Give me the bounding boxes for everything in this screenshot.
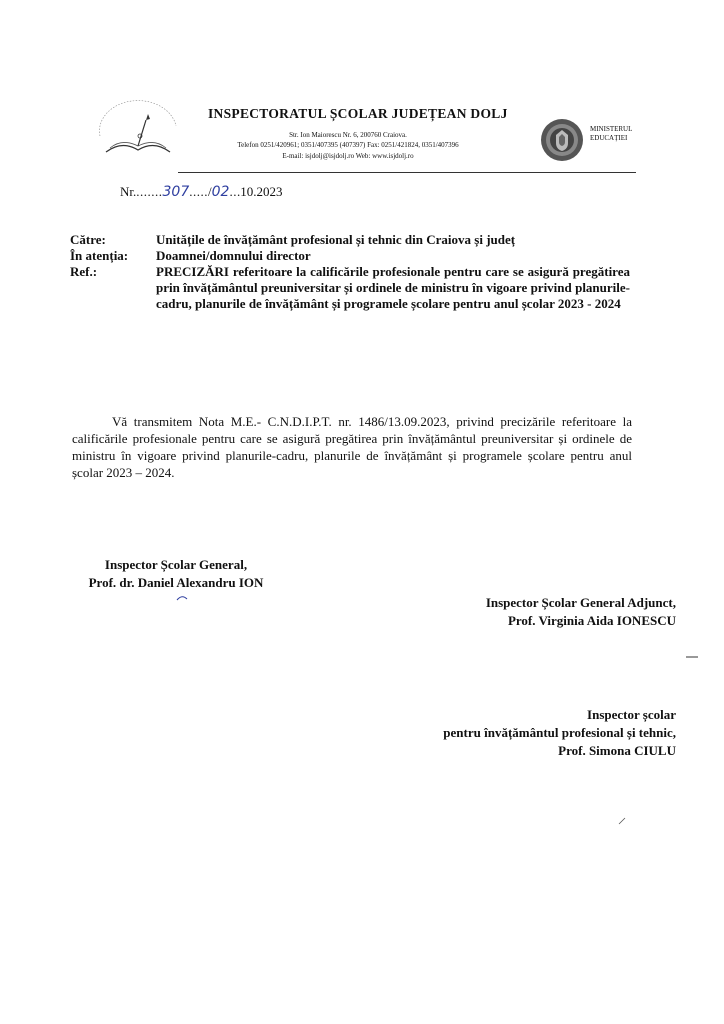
adjunct-title: Inspector Școlar General Adjunct, (485, 595, 676, 610)
tech-name: Prof. Simona CIULU (558, 743, 676, 758)
institution-phones: Telefon 0251/420961; 0351/407395 (407397) Fax: 0251/421824, 0351/407396 (237, 141, 459, 149)
attention-row (70, 248, 630, 264)
header-divider (178, 172, 636, 173)
registration-number: Nr........307...../02...10.2023 (120, 184, 283, 200)
tech-title-2: pentru învățământul profesional și tehnic, (443, 725, 676, 740)
signature-technical (400, 706, 676, 760)
ref-label: Ref.: (70, 264, 98, 279)
general-title: Inspector Școlar General, (104, 557, 248, 572)
registration-handwritten-number: 307 (162, 184, 190, 200)
general-name: Prof. dr. Daniel Alexandru ION (88, 575, 264, 590)
registration-handwritten-day: 02 (211, 184, 230, 200)
attention-value: Doamnei/domnului director (156, 248, 311, 263)
ref-row (70, 264, 630, 312)
margin-mark (686, 656, 698, 658)
pen-stroke-mark (618, 812, 626, 820)
adjunct-name: Prof. Virginia Aida IONESCU (507, 613, 676, 628)
to-label: Către: (70, 232, 106, 247)
signature-general (76, 556, 276, 592)
to-value: Unitățile de învățământ profesional și tehnic din Craiova și județ (156, 232, 516, 247)
registration-separator: / (207, 184, 212, 199)
handwritten-signature-mark (176, 588, 188, 594)
ministry-label: MINISTERUL EDUCAȚIEI (590, 125, 633, 142)
institution-address: Str. Ion Maiorescu Nr. 6, 200760 Craiova. (289, 131, 407, 139)
institution-title: INSPECTORATUL ȘCOLAR JUDEȚEAN DOLJ (208, 106, 508, 121)
addressee-block (70, 232, 630, 312)
ministry-seal-icon (540, 118, 584, 162)
inspectorate-logo (92, 96, 184, 160)
registration-prefix: Nr. (120, 184, 137, 199)
institution-contact: E-mail: isjdolj@isjdolj.ro Web: www.isjdolj.ro (282, 152, 414, 160)
signature-adjunct (440, 594, 676, 630)
registration-date-suffix: .10.2023 (236, 184, 283, 199)
ref-value: PRECIZĂRI referitoare la calificările profesionale pentru care se asigură pregătirea prin învățământul preuniversitar și ordinele de ministru în vigoare privind planurile-cadru, planurile de învățământ și programele școlare pentru anul școlar 2023 - 2024 (156, 264, 630, 311)
body-paragraph: Vă transmitem Nota M.E.- C.N.D.I.P.T. nr. 1486/13.09.2023, privind precizările referitoare la calificările profesionale pentru care se asigură pregătirea prin învățământul preuniversitar și ordinele de ministru în vigoare privind planurile-cadru, planurile de învățământ și programele școlare pentru anul școlar 2023 – 2024. (72, 414, 632, 480)
tech-title-1: Inspector școlar (587, 707, 676, 722)
to-row (70, 232, 630, 248)
attention-label: În atenția: (70, 248, 129, 263)
